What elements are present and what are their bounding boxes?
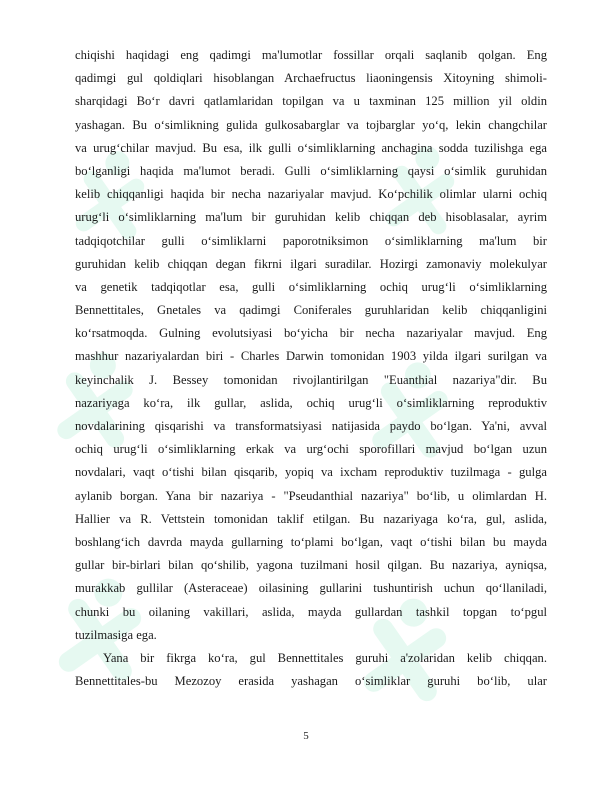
text-line: ko‘rsatmoqda. Gulning evolutsiyasi bo‘yicha bir necha nazariyalar mavjud. Eng	[75, 326, 547, 341]
text-line: Hallier va R. Vettstein tomonidan taklif etilgan. Bu nazariyaga ko‘ra, gul, aslida,	[75, 511, 547, 526]
text-line: va urug‘chilar mavjud. Bu esa, ilk gulli o‘simliklarning anchagina sodda tuzilishga ega	[75, 140, 547, 155]
text-line: murakkab gullilar (Asteraceae) oilasining gullarini tushuntirish uchun qo‘llaniladi,	[75, 581, 547, 596]
text-line: chunki bu oilaning vakillari, aslida, mayda gullardan tashkil topgan to‘pgul	[75, 604, 547, 619]
text-line: tadqiqotchilar gulli o‘simliklarni paporotniksimon o‘simliklarning ma'lum bir	[75, 233, 547, 248]
text-line: bo‘lganligi haqida ma'lumot beradi. Gulli o‘simliklarning qaysi o‘simlik guruhidan	[75, 163, 547, 178]
text-line: va genetik tadqiqotlar esa, gulli o‘simliklarning ochiq urug‘li o‘simliklarning	[75, 279, 547, 294]
body-text	[75, 44, 547, 693]
text-line: yashagan. Bu o‘simlikning gulida gulkosabarglar va tojbarglar yo‘q, lekin changchilar	[75, 117, 547, 132]
text-line: tuzilmasiga ega.	[75, 627, 157, 642]
text-line: sharqidagi Bo‘r davri qatlamlaridan topilgan va u taxminan 125 million yil oldin	[75, 94, 547, 109]
text-line: nazariyaga ko‘ra, ilk gullar, aslida, ochiq urug‘li o‘simliklarning reproduktiv	[75, 395, 547, 410]
text-line: ochiq urug‘li o‘simliklarning erkak va urg‘ochi sporofillari mavjud bo‘lgan uzun	[75, 442, 547, 457]
text-line: novdalari, vaqt o‘tishi bilan qisqarib, yopiq va ixcham reproduktiv tuzilmaga - gulga	[75, 465, 547, 480]
text-line: aylanib borgan. Yana bir nazariya - "Pseudanthial nazariya" bo‘lib, u olimlardan H.	[75, 488, 547, 503]
text-line: chiqishi haqidagi eng qadimgi ma'lumotlar fossillar orqali saqlanib qolgan. Eng	[75, 48, 547, 62]
text-line: urug‘li o‘simliklarning ma'lum bir guruhidan kelib chiqqan deb hisoblasalar, ayrim	[75, 210, 547, 225]
page-number: 5	[303, 730, 309, 742]
text-line: qadimgi gul qoldiqlari hisoblangan Archaefructus liaoningensis Xitoyning shimoli-	[75, 71, 547, 86]
text-line: Yana bir fikrga ko‘ra, gul Bennettitales guruhi a'zolaridan kelib chiqqan.	[103, 650, 547, 665]
text-line: Bennettitales-bu Mezozoy erasida yashagan o‘simliklar guruhi bo‘lib, ular	[75, 674, 547, 689]
text-line: guruhidan kelib chiqqan degan fikrni ilgari suradilar. Hozirgi zamonaviy molekulyar	[75, 256, 547, 271]
text-line: gullar bir-birlari bilan qo‘shilib, yagona tuzilmani hosil qilgan. Bu nazariya, ayniqsa,	[75, 558, 547, 573]
text-line: keyinchalik J. Bessey tomonidan rivojlantirilgan "Euanthial nazariya"dir. Bu	[75, 372, 547, 387]
text-line: novdalarining qisqarishi va transformatsiyasi natijasida paydo bo‘lgan. Ya'ni, avval	[75, 419, 547, 433]
text-line: boshlang‘ich davrda mayda gullarning to‘plami bo‘lgan, vaqt o‘tishi bilan bu mayda	[75, 534, 547, 549]
text-line: mashhur nazariyalardan biri - Charles Darwin tomonidan 1903 yilda ilgari surilgan va	[75, 349, 547, 364]
text-line: kelib chiqqanligi haqida bir necha nazariyalar mavjud. Ko‘pchilik olimlar ularni ochiq	[75, 187, 547, 202]
text-line: Bennettitales, Gnetales va qadimgi Coniferales guruhlaridan kelib chiqqanligini	[75, 303, 547, 318]
